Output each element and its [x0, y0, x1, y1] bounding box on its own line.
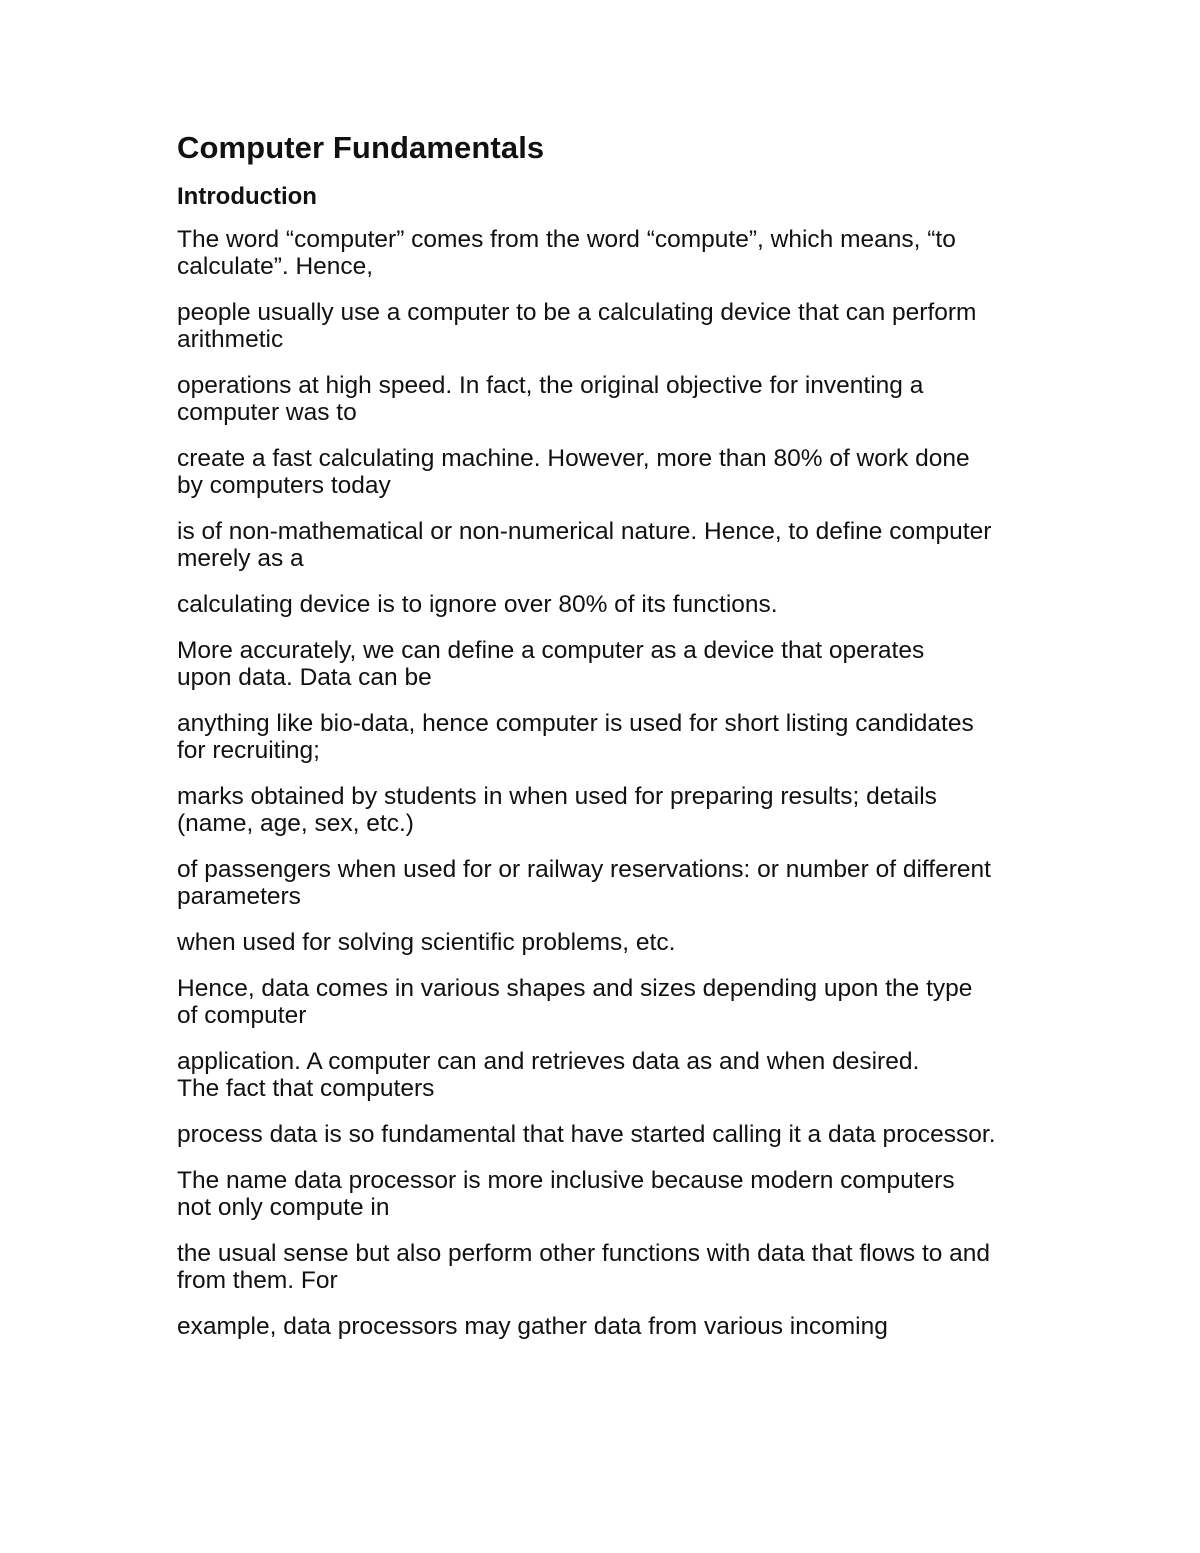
- paragraph: create a fast calculating machine. However, more than 80% of work done by computers today: [177, 445, 970, 499]
- paragraph: The name data processor is more inclusive because modern computers not only compute in: [177, 1167, 955, 1221]
- paragraph: The word “computer” comes from the word “compute”, which means, “to calculate”. Hence,: [177, 226, 956, 280]
- paragraph: of passengers when used for or railway reservations: or number of different parameters: [177, 856, 991, 910]
- paragraph: the usual sense but also perform other functions with data that flows to and from them. For: [177, 1240, 991, 1294]
- paragraph: example, data processors may gather data from various incoming: [177, 1313, 888, 1340]
- paragraph: people usually use a computer to be a calculating device that can perform arithmetic: [177, 299, 977, 353]
- paragraph: marks obtained by students in when used for preparing results; details (name, age, sex, etc.): [177, 783, 937, 837]
- paragraph: application. A computer can and retrieves data as and when desired. The fact that computers: [177, 1048, 920, 1102]
- paragraph: when used for solving scientific problems, etc.: [177, 929, 676, 956]
- document-body: [177, 128, 1037, 1359]
- section-heading-introduction: Introduction: [177, 183, 317, 210]
- paragraph: is of non-mathematical or non-numerical nature. Hence, to define computer merely as a: [177, 518, 992, 572]
- paragraph: More accurately, we can define a computer as a device that operates upon data. Data can be: [177, 637, 925, 691]
- paragraph: operations at high speed. In fact, the original objective for inventing a computer was to: [177, 372, 924, 426]
- paragraph: process data is so fundamental that have started calling it a data processor.: [177, 1121, 996, 1148]
- document-title: Computer Fundamentals: [177, 130, 545, 165]
- paragraph: calculating device is to ignore over 80% of its functions.: [177, 591, 778, 618]
- paragraph: anything like bio-data, hence computer is used for short listing candidates for recruiting;: [177, 710, 974, 764]
- paragraph: Hence, data comes in various shapes and sizes depending upon the type of computer: [177, 975, 973, 1029]
